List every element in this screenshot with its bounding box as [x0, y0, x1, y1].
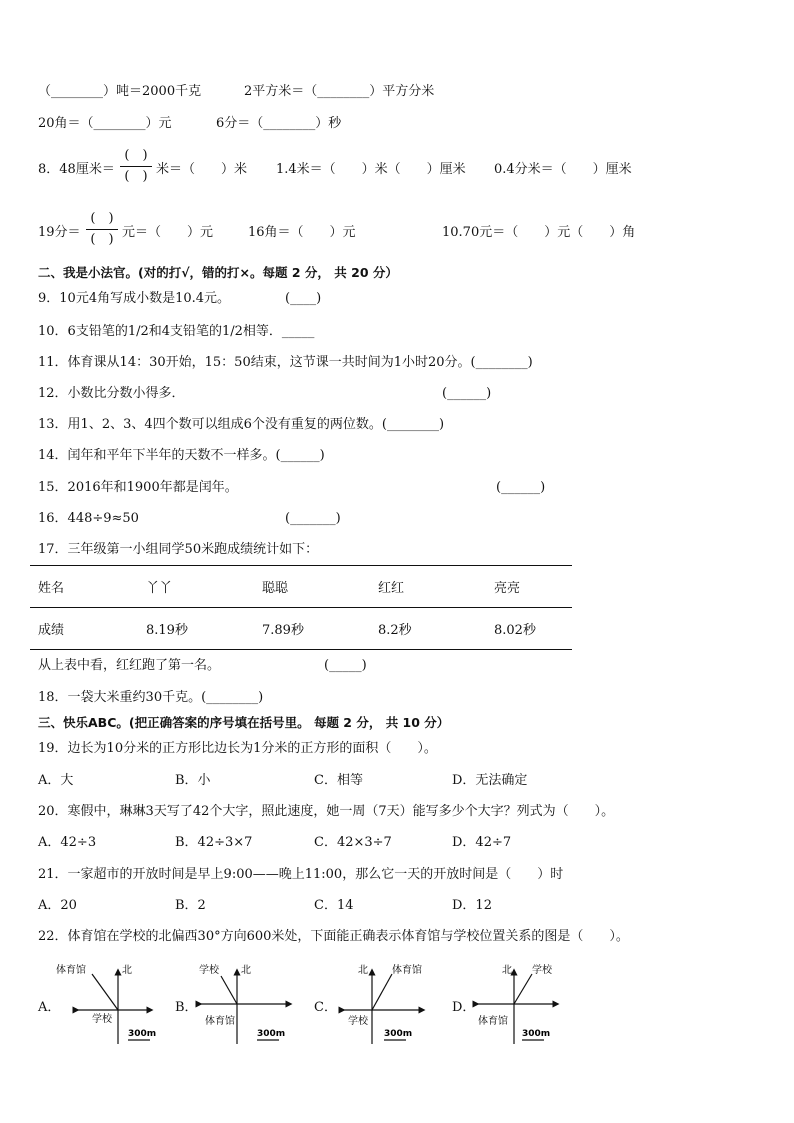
question-16: 16．448÷9≈50 [38, 511, 139, 526]
table-header-cell: 红红 [370, 566, 486, 608]
question-14: 14．闰年和平年下半年的天数不一样多。(______) [38, 448, 325, 463]
question-15: 15．2016年和1900年都是闰年。 [38, 480, 238, 495]
q21-option-a: A．20 [38, 898, 77, 913]
fraction-numerator: ( ) [90, 211, 114, 226]
q8-after: 米＝（ ）米 [156, 162, 248, 177]
q20-option-a: A．42÷3 [38, 835, 97, 850]
scale-label: 300m [522, 1029, 551, 1039]
section-3-title: 三、快乐ABC。(把正确答案的序号填在括号里。 每题 2 分， 共 10 分） [38, 715, 450, 730]
question-13: 13．用1、2、3、4四个数可以组成6个没有重复的两位数。(________) [38, 417, 445, 432]
school-label: 学校 [532, 965, 552, 976]
q8-row2-fraction [84, 209, 120, 250]
q19-option-b: B．小 [175, 773, 211, 788]
question-19: 19．边长为10分米的正方形比边长为1分米的正方形的面积（ ）。 [38, 741, 437, 756]
table-header-cell: 聪聪 [254, 566, 370, 608]
gym-label: 体育馆 [205, 1016, 235, 1027]
q8-part-b: 1.4米＝（ ）米（ ）厘米 [276, 162, 466, 177]
scale-label: 300m [257, 1029, 286, 1039]
north-label: 北 [358, 965, 368, 976]
question-17-blank: (_____) [324, 658, 367, 673]
question-9: 9．10元4角写成小数是10.4元。 [38, 291, 231, 306]
q20-option-b: B．42÷3×7 [175, 835, 253, 850]
q22-option-a: A． [38, 1000, 61, 1015]
q20-option-c: C．42×3÷7 [314, 835, 392, 850]
gym-label: 体育馆 [478, 1016, 508, 1027]
q8-row2-part-b: 16角＝（ ）元 [248, 225, 356, 240]
table-header-row [30, 566, 572, 608]
fraction-denominator: ( ) [90, 232, 114, 247]
question-20: 20．寒假中，琳琳3天写了42个大字，照此速度，她一周（7天）能写多少个大字？列式为（ ）。 [38, 804, 615, 819]
table-header-cell: 姓名 [30, 566, 138, 608]
conversion-line-1b: 2平方米＝（________）平方分米 [244, 84, 435, 99]
north-label: 北 [241, 965, 251, 976]
gym-label: 体育馆 [392, 965, 422, 976]
question-18: 18．一袋大米重约30千克。(________) [38, 690, 264, 705]
table-cell: 8.2秒 [370, 608, 486, 650]
fraction-numerator: ( ) [124, 148, 148, 163]
q22-figure-a [56, 958, 156, 1050]
q22-figure-b [193, 958, 303, 1050]
table-cell: 成绩 [30, 608, 138, 650]
table-cell: 8.02秒 [486, 608, 572, 650]
school-label: 学校 [199, 965, 219, 976]
q8-row2-part-c: 10.70元＝（ ）元（ ）角 [442, 225, 636, 240]
q19-option-d: D．无法确定 [452, 773, 528, 788]
question-21: 21．一家超市的开放时间是早上9:00——晚上11:00，那么它一天的开放时间是（ ）时 [38, 867, 564, 882]
question-22: 22．体育馆在学校的北偏西30°方向600米处，下面能正确表示体育馆与学校位置关系的图是（ ）。 [38, 929, 629, 944]
q21-option-c: C．14 [314, 898, 354, 913]
q22-figure-c [336, 958, 446, 1050]
table-cell: 7.89秒 [254, 608, 370, 650]
q8-prefix: 8．48厘米＝ [38, 162, 115, 177]
score-table [30, 565, 572, 650]
question-12-blank: (______) [442, 386, 492, 401]
q22-option-b: B． [175, 1000, 198, 1015]
scale-label: 300m [128, 1029, 156, 1039]
question-11: 11．体育课从14：30开始，15：50结束，这节课一共时间为1小时20分。(________) [38, 355, 533, 370]
q22-figure-d [472, 958, 582, 1050]
school-label: 学校 [348, 1016, 368, 1027]
table-header-cell: 亮亮 [486, 566, 572, 608]
question-15-blank: (______) [496, 480, 546, 495]
q8-row2-after: 元＝（ ）元 [122, 225, 214, 240]
table-cell: 8.19秒 [138, 608, 254, 650]
q21-option-b: B．2 [175, 898, 206, 913]
q22-option-d: D． [452, 1000, 476, 1015]
question-12: 12．小数比分数小得多． [38, 386, 185, 401]
fraction-denominator: ( ) [124, 169, 148, 184]
table-row [30, 608, 572, 650]
q8-row2-prefix: 19分＝ [38, 225, 81, 240]
section-2-title: 二、我是小法官。(对的打√，错的打×。每题 2 分， 共 20 分） [38, 265, 398, 280]
question-17-statement: 从上表中看，红红跑了第一名。 [38, 658, 221, 673]
north-label: 北 [122, 965, 132, 976]
q21-option-d: D．12 [452, 898, 492, 913]
question-10: 10．6支铅笔的1/2和4支铅笔的1/2相等．_____ [38, 324, 315, 339]
question-9-blank: (____) [285, 291, 322, 306]
q8-fraction [118, 146, 154, 187]
q19-option-c: C．相等 [314, 773, 363, 788]
scale-label: 300m [384, 1029, 413, 1039]
school-label: 学校 [92, 1014, 112, 1025]
conversion-line-2b: 6分＝（________）秒 [216, 116, 342, 131]
north-label: 北 [502, 965, 512, 976]
question-17: 17．三年级第一小组同学50米跑成绩统计如下： [38, 542, 319, 557]
q22-option-c: C． [314, 1000, 337, 1015]
q19-option-a: A．大 [38, 773, 74, 788]
gym-label: 体育馆 [56, 965, 86, 976]
q20-option-d: D．42÷7 [452, 835, 512, 850]
table-header-cell: 丫丫 [138, 566, 254, 608]
q8-part-c: 0.4分米＝（ ）厘米 [494, 162, 632, 177]
conversion-line-2a: 20角＝（________）元 [38, 116, 172, 131]
question-16-blank: (_______) [285, 511, 341, 526]
conversion-line-1a: （________）吨＝2000千克 [38, 84, 202, 99]
